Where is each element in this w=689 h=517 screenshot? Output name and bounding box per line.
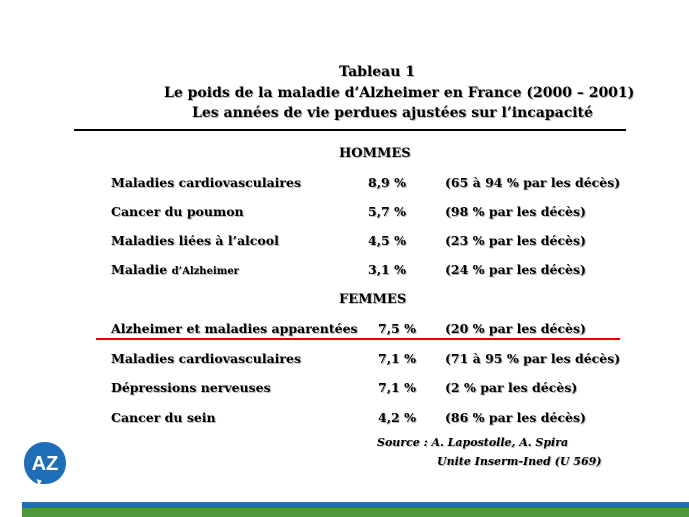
row-value: 5,7 % bbox=[368, 204, 406, 219]
table-row bbox=[0, 321, 689, 339]
highlight-underline bbox=[96, 338, 620, 340]
row-note: (98 % par les décès) bbox=[445, 204, 586, 219]
row-note: (86 % par les décès) bbox=[445, 410, 586, 425]
table-subtitle: Le poids de la maladie d’Alzheimer en France (2000 – 2001) bbox=[164, 85, 635, 101]
logo-text: AZ bbox=[31, 453, 59, 475]
source-line-2: Unite Inserm-Ined (U 569) bbox=[437, 455, 602, 468]
footer-bar-green bbox=[22, 508, 689, 517]
row-label: Maladies liées à l’alcool bbox=[111, 233, 279, 248]
row-note: (71 à 95 % par les décès) bbox=[445, 351, 621, 366]
row-label: Dépressions nerveuses bbox=[111, 380, 271, 395]
table-subtitle-2: Les années de vie perdues ajustées sur l’incapacité bbox=[192, 105, 593, 121]
table-row bbox=[0, 380, 689, 398]
table-title: Tableau 1 bbox=[339, 64, 416, 80]
table-row bbox=[0, 204, 689, 222]
row-label: Maladies cardiovasculaires bbox=[111, 175, 302, 190]
row-note: (24 % par les décès) bbox=[445, 262, 586, 277]
row-value: 7,5 % bbox=[378, 321, 416, 336]
row-value: 8,9 % bbox=[368, 175, 406, 190]
row-label: Maladies cardiovasculaires bbox=[111, 351, 302, 366]
az-logo-icon bbox=[22, 440, 68, 486]
row-value: 4,5 % bbox=[368, 233, 406, 248]
row-label: Cancer du poumon bbox=[111, 204, 244, 219]
table-row bbox=[0, 262, 689, 280]
row-label bbox=[111, 262, 239, 277]
row-value: 7,1 % bbox=[378, 380, 416, 395]
table-row bbox=[0, 233, 689, 251]
table-row bbox=[0, 175, 689, 193]
row-note: (65 à 94 % par les décès) bbox=[445, 175, 621, 190]
section-heading-femmes: FEMMES bbox=[339, 292, 407, 307]
row-label: Cancer du sein bbox=[111, 410, 216, 425]
row-note: (20 % par les décès) bbox=[445, 321, 586, 336]
header-divider bbox=[74, 129, 626, 131]
table-row bbox=[0, 351, 689, 369]
row-label-small: d’Alzheimer bbox=[171, 266, 239, 277]
row-value: 7,1 % bbox=[378, 351, 416, 366]
row-label: Alzheimer et maladies apparentées bbox=[111, 321, 358, 336]
row-value: 4,2 % bbox=[378, 410, 416, 425]
source-line-1: Source : A. Lapostolle, A. Spira bbox=[377, 436, 569, 449]
row-note: (2 % par les décès) bbox=[445, 380, 578, 395]
section-heading-hommes: HOMMES bbox=[339, 146, 411, 161]
row-value: 3,1 % bbox=[368, 262, 406, 277]
row-label-main: Maladie bbox=[111, 262, 168, 277]
table-row bbox=[0, 410, 689, 428]
row-note: (23 % par les décès) bbox=[445, 233, 586, 248]
